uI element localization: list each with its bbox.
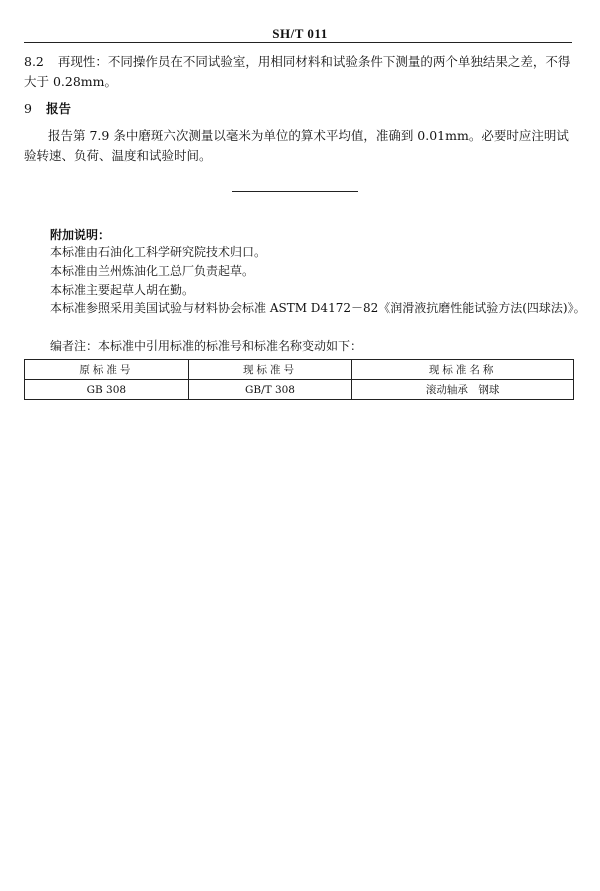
notes-title: 附加说明： [50,228,111,242]
section-title: 报告 [45,101,71,116]
table-cell: GB 308 [25,380,189,400]
column-header: 现标准号 [188,360,352,380]
section-number: 9 [24,101,32,116]
column-header: 原标准号 [25,360,189,380]
header-rule [24,42,572,43]
table-row [25,380,574,400]
note-line: 本标准主要起草人胡在勤。 [50,283,195,297]
clause-8-2 [24,52,576,92]
note-line: 本标准参照采用美国试验与材料协会标准 ASTM D4172－82《润滑液抗磨性能试验方法(四球法)》。 [50,301,586,315]
section-9-text: 报告第 7.9 条中磨斑六次测量以毫米为单位的算术平均值，准确到 0.01mm。必要时应注明试验转速、负荷、温度和试验时间。 [24,128,569,163]
clause-number: 8.2 [24,54,44,69]
table-cell: GB/T 308 [188,380,352,400]
column-header: 现标准名称 [352,360,574,380]
standards-table [24,359,574,400]
editor-note: 编者注：本标准中引用标准的标准号和标准名称变动如下： [50,339,363,353]
note-line: 本标准由石油化工科学研究院技术归口。 [50,245,267,259]
section-9-heading [24,99,71,117]
table-cell: 滚动轴承 钢球 [352,380,574,400]
clause-text: 再现性：不同操作员在不同试验室，用相同材料和试验条件下测量的两个单独结果之差，不得大于 0.28mm。 [24,54,571,89]
end-divider [232,191,358,192]
note-line: 本标准由兰州炼油化工总厂负责起草。 [50,264,255,278]
page-header: SH/T 011 [272,26,328,41]
table-header-row [25,360,574,380]
